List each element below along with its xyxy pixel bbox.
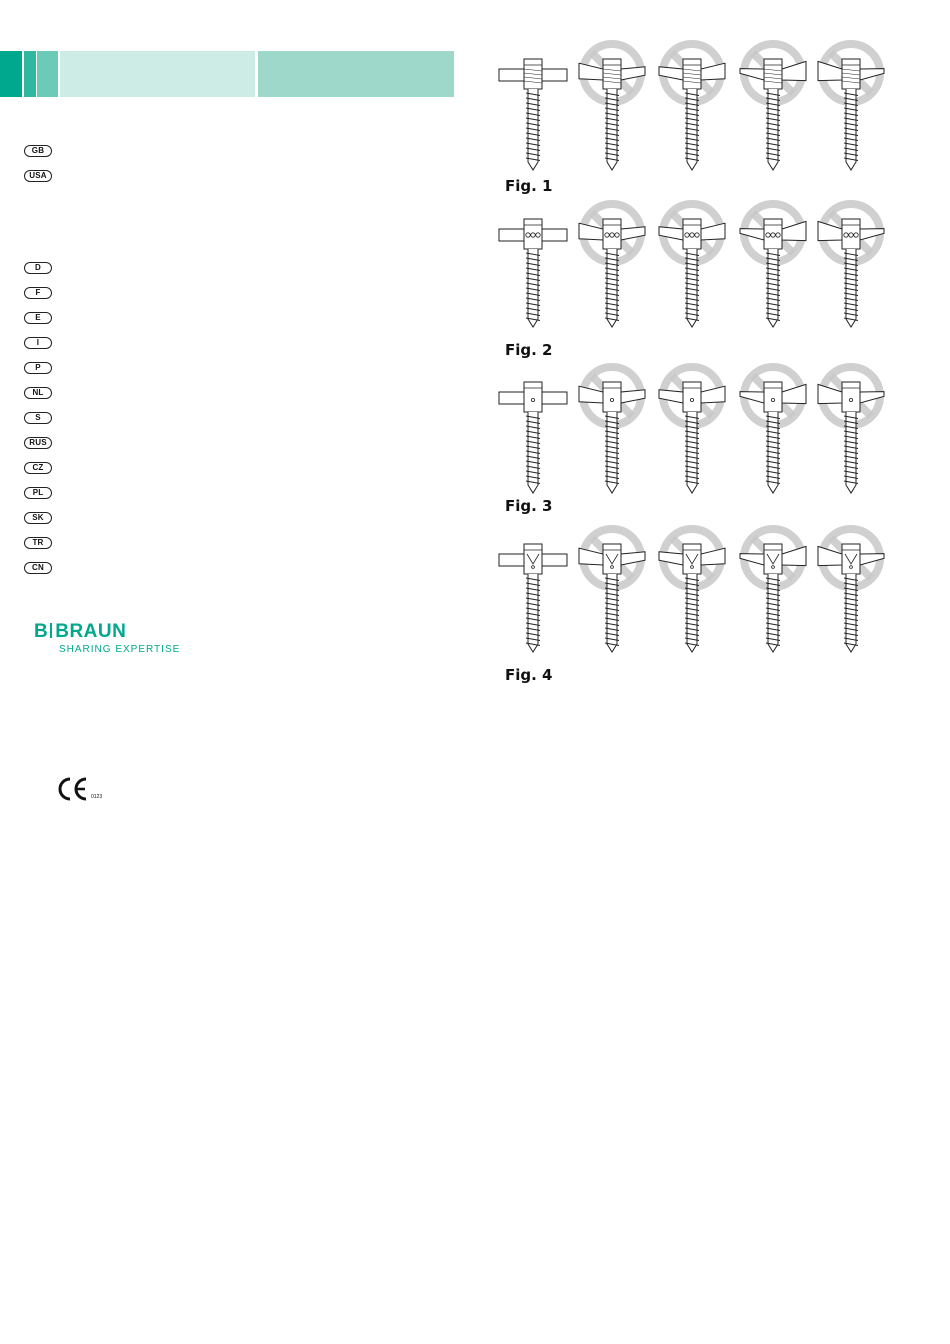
figure-3-label: Fig. 3 (505, 497, 553, 515)
language-badge-i: I (24, 337, 52, 349)
correct-screw-icon (499, 59, 567, 170)
language-badge-cn: CN (24, 562, 52, 574)
prohibited-screw-icon (818, 44, 884, 170)
prohibited-screw-icon (740, 44, 806, 170)
prohibited-screw-icon (579, 529, 645, 652)
prohibited-screw-icon (659, 367, 725, 493)
correct-screw-icon (499, 544, 567, 652)
language-badge-e: E (24, 312, 52, 324)
prohibited-screw-icon (740, 204, 806, 327)
prohibited-screw-icon (579, 367, 645, 493)
prohibited-screw-icon (818, 367, 884, 493)
prohibited-screw-icon (659, 529, 725, 652)
correct-screw-icon (499, 219, 567, 327)
ce-mark-icon (58, 777, 90, 801)
language-badge-pl: PL (24, 487, 52, 499)
figure-1-label: Fig. 1 (505, 177, 553, 195)
language-badge-nl: NL (24, 387, 52, 399)
prohibited-screw-icon (659, 204, 725, 327)
prohibited-screw-icon (579, 204, 645, 327)
language-badge-cz: CZ (24, 462, 52, 474)
prohibited-screw-icon (740, 529, 806, 652)
prohibited-screw-icon (659, 44, 725, 170)
language-badge-usa: USA (24, 170, 52, 182)
language-badge-f: F (24, 287, 52, 299)
correct-screw-icon (499, 382, 567, 493)
language-badge-gb: GB (24, 145, 52, 157)
brand-slogan: SHARING EXPERTISE (59, 644, 181, 655)
notified-body-number: 0123 (91, 794, 103, 800)
prohibited-screw-icon (818, 204, 884, 327)
language-badge-p: P (24, 362, 52, 374)
language-badge-tr: TR (24, 537, 52, 549)
brand-name: B BRAUN (34, 621, 127, 642)
figure-4-label: Fig. 4 (505, 666, 553, 684)
prohibited-screw-icon (579, 44, 645, 170)
figure-2-label: Fig. 2 (505, 341, 553, 359)
language-badge-sk: SK (24, 512, 52, 524)
language-badge-s: S (24, 412, 52, 424)
language-badge-d: D (24, 262, 52, 274)
prohibited-screw-icon (740, 367, 806, 493)
language-badge-rus: RUS (24, 437, 52, 449)
prohibited-screw-icon (818, 529, 884, 652)
